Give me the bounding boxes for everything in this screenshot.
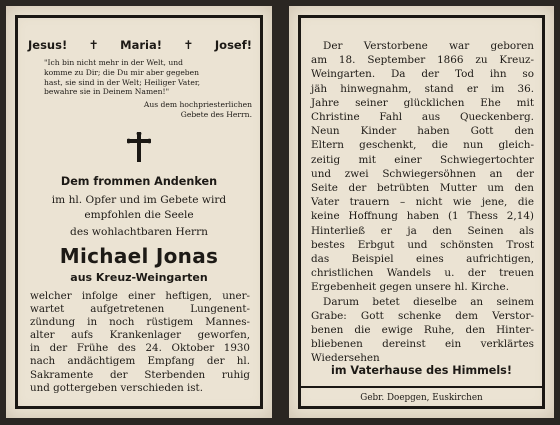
text-line: Ergebenheit gegen unsere hl. Kirche. <box>311 281 510 294</box>
text-line: zündung in noch rüstigem Mannes- <box>30 316 250 329</box>
text-line: Eltern geschenkt, die nun gleich- <box>311 139 534 152</box>
text-line: und zwei Schwiegersöhnen an der <box>311 167 534 180</box>
invocation-line <box>18 38 260 52</box>
card-back-border <box>298 15 545 409</box>
text-line: bestes Erbgut und schönsten Trost <box>311 238 534 251</box>
memorial-card-front <box>6 6 272 418</box>
printer-imprint: Gebr. Doepgen, Euskirchen <box>360 393 483 403</box>
prayer-line: bewahre sie in Deinem Namen!" <box>44 87 170 97</box>
text-line: bliebenen dereinst ein verklärtes <box>311 338 534 351</box>
text-line: Weingarten. Da der Tod ihn so <box>311 68 534 81</box>
closing-line: im Vaterhause des Himmels! <box>331 364 512 377</box>
cross-icon: ✝ <box>183 38 194 52</box>
memorial-card-back <box>289 6 554 418</box>
text-line: zeitig mit einer Schwiegertochter <box>311 153 534 166</box>
text-line: Seite der betrübten Mutter um den <box>311 182 534 195</box>
text-line: Christine Fahl aus Queckenberg. <box>311 111 534 124</box>
obituary-text-front <box>30 290 250 395</box>
text-line: das Beispiel eines aufrichtigen, <box>311 253 534 266</box>
deceased-name: Michael Jonas <box>59 244 219 268</box>
prayer-line: komme zu Dir; die Du mir aber gegeben <box>44 67 200 77</box>
text-line: Jahre seiner glücklichen Ehe mit <box>311 96 534 109</box>
footer-divider <box>301 386 542 388</box>
text-line: benen die ewige Ruhe, den Hinter- <box>311 324 534 337</box>
invocation-maria: Maria! <box>120 38 162 52</box>
deceased-origin: aus Kreuz-Weingarten <box>70 271 208 284</box>
text-line: Der Verstorbene war geboren <box>323 40 534 52</box>
text-line: Neun Kinder haben Gott den <box>311 125 534 138</box>
large-cross-icon <box>18 132 260 162</box>
text-line: und gottergeben verschieden ist. <box>30 381 203 394</box>
text-line: wartet aufgetretenen Lungenent- <box>30 303 250 316</box>
card-front-border <box>15 15 263 409</box>
prayer-source-line: Gebete des Herrn. <box>180 109 252 119</box>
text-line: Hinterließ er ja den Seinen als <box>311 224 534 237</box>
dedication-heading: Dem frommen Andenken <box>60 175 218 188</box>
prayer-line: hast, sie sind in der Welt; Heiliger Vater, <box>44 77 201 87</box>
invocation-josef: Josef! <box>214 38 252 52</box>
text-line: alter aufs Krankenlager geworfen, <box>30 329 250 342</box>
prayer-source-line: Aus dem hochpriesterlichen <box>143 100 252 109</box>
text-line: christlichen Wandels u. der treuen <box>311 267 534 280</box>
recommend-line: empfohlen die Seele <box>84 209 194 221</box>
invocation-jesus: Jesus! <box>28 38 68 52</box>
recommend-line: des wohlachtbaren Herrn <box>70 226 208 238</box>
prayer-quote <box>44 58 254 97</box>
text-line: Wiedersehen <box>311 352 380 365</box>
text-line: in der Frühe des 24. Oktober 1930 <box>30 342 250 355</box>
text-line: Vater trauern – nicht wie jene, die <box>311 196 534 209</box>
text-line: jäh hinwegnahm, stand er im 36. <box>311 82 534 95</box>
cross-icon: ✝ <box>88 38 99 52</box>
text-line: welcher infolge einer heftigen, uner- <box>30 290 250 302</box>
text-line: Sakramente der Sterbenden ruhig <box>30 368 250 381</box>
text-line: Grabe: Gott schenke dem Verstor- <box>311 309 534 322</box>
text-line: keine Hoffnung haben (1 Thess 2,14) <box>311 210 534 223</box>
prayer-source <box>18 100 252 120</box>
text-line: nach andächtigem Empfang der hl. <box>30 355 250 368</box>
prayer-line: "Ich bin nicht mehr in der Welt, und <box>44 58 183 67</box>
obituary-text-back <box>311 39 534 366</box>
recommend-line: im hl. Opfer und im Gebete wird <box>51 194 227 206</box>
text-line: Darum betet dieselbe an seinem <box>323 295 534 308</box>
text-line: am 18. September 1866 zu Kreuz- <box>311 54 534 67</box>
